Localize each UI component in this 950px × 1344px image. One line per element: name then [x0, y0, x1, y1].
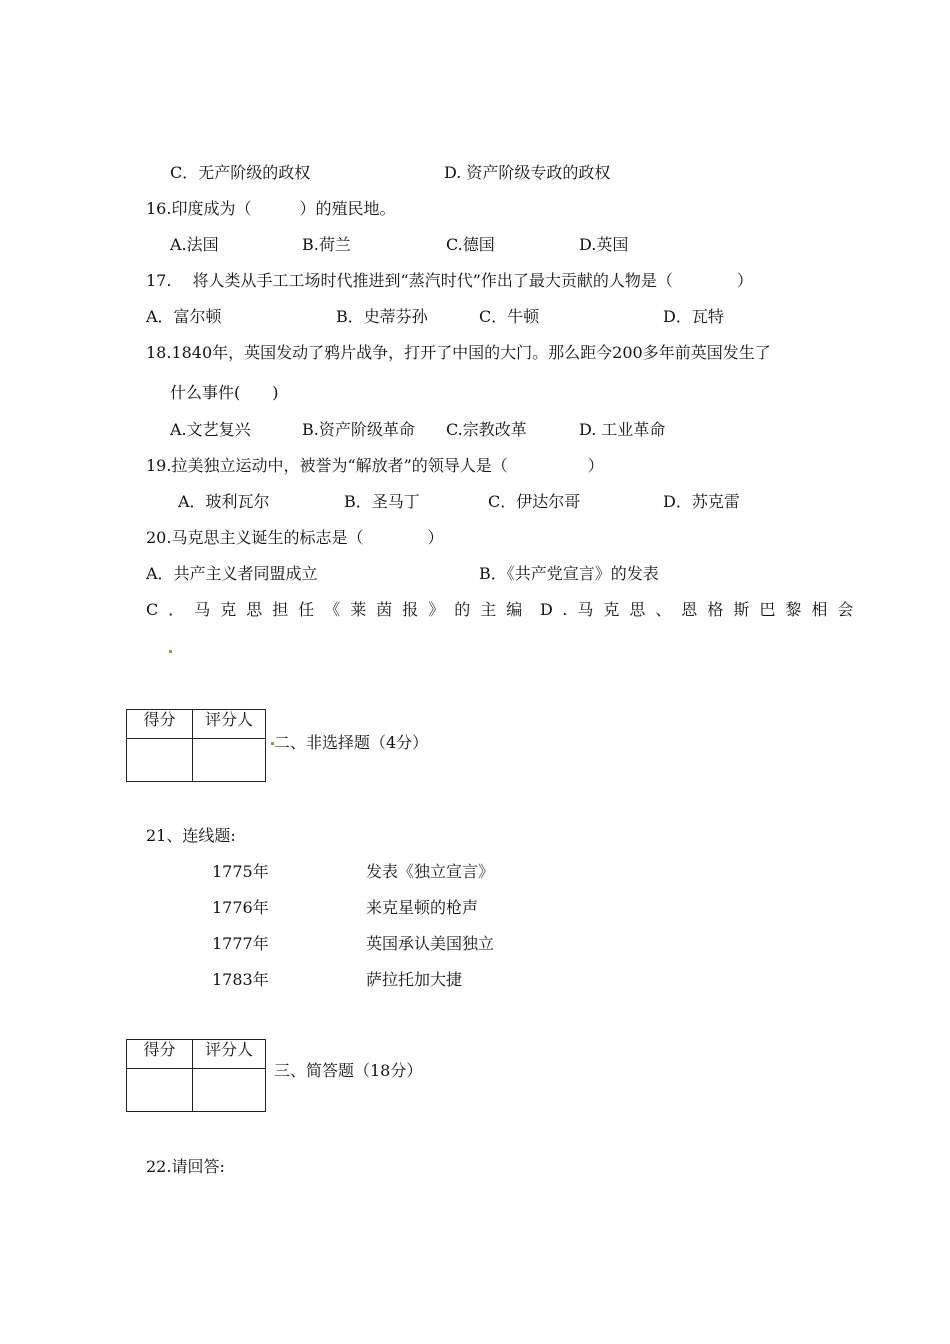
q21-event-3: 英国承认美国独立 [366, 934, 495, 953]
q17-option-a: A．富尔顿 [146, 307, 222, 326]
q21-year-2: 1776年 [212, 898, 269, 917]
q17-option-b: B．史蒂芬孙 [336, 307, 428, 326]
q21-event-2: 来克星顿的枪声 [366, 898, 479, 917]
section2-title: 二、非选择题（4分） [274, 733, 429, 752]
q18-option-d: D. 工业革命 [579, 420, 666, 439]
q20-stem: 20.马克思主义诞生的标志是（ ） [146, 528, 444, 547]
q21-year-1: 1775年 [212, 862, 269, 881]
q19-option-a: A．玻利瓦尔 [178, 492, 270, 511]
q15-option-c: C．无产阶级的政权 [170, 163, 311, 182]
q18-option-b: B.资产阶级革命 [302, 420, 415, 439]
q20-option-b: B．《共产党宣言》的发表 [479, 564, 659, 583]
section3-title: 三、简答题（18分） [274, 1061, 423, 1080]
score-box-section3 [126, 1039, 266, 1112]
q20-option-c: C．马克思担任《莱茵报》的主编 [146, 600, 533, 619]
grader-label: 评分人 [193, 1040, 266, 1069]
q17-option-d: D．瓦特 [663, 307, 724, 326]
q21-event-1: 发表《独立宣言》 [366, 862, 495, 881]
score-cell[interactable] [127, 739, 193, 782]
q18-stem-line2: 什么事件( ) [170, 383, 279, 402]
q19-stem: 19.拉美独立运动中，被誉为“解放者”的领导人是（ ） [146, 456, 604, 475]
q19-option-b: B．圣马丁 [344, 492, 420, 511]
score-box-section2 [126, 709, 266, 782]
stray-marker [169, 650, 172, 653]
q18-option-a: A.文艺复兴 [170, 420, 251, 439]
q18-stem-line1: 18.1840年，英国发动了鸦片战争，打开了中国的大门。那么距今200多年前英国发生了 [146, 343, 771, 362]
q16-option-c: C.德国 [446, 235, 495, 254]
q21-event-4: 萨拉托加大捷 [366, 970, 463, 989]
q21-year-3: 1777年 [212, 934, 269, 953]
grader-cell[interactable] [193, 1069, 266, 1112]
grader-label: 评分人 [193, 710, 266, 739]
score-cell[interactable] [127, 1069, 193, 1112]
q16-option-b: B.荷兰 [302, 235, 351, 254]
q18-option-c: C.宗教改革 [446, 420, 527, 439]
q21-stem: 21、连线题: [146, 826, 236, 845]
q19-option-c: C．伊达尔哥 [488, 492, 581, 511]
q17-stem: 17. 将人类从手工工场时代推进到“蒸汽时代”作出了最大贡献的人物是（ ） [146, 271, 753, 290]
score-label: 得分 [127, 710, 193, 739]
q16-option-a: A.法国 [170, 235, 219, 254]
q16-stem: 16.印度成为（ ）的殖民地。 [146, 199, 396, 218]
score-label: 得分 [127, 1040, 193, 1069]
q19-option-d: D．苏克雷 [663, 492, 740, 511]
q22-stem: 22.请回答: [146, 1157, 225, 1176]
q20-option-a: A．共产主义者同盟成立 [146, 564, 318, 583]
q17-option-c: C．牛顿 [479, 307, 540, 326]
grader-cell[interactable] [193, 739, 266, 782]
q15-option-d: D. 资产阶级专政的政权 [444, 163, 611, 182]
q20-option-d: D.马克思、恩格斯巴黎相会 [540, 600, 864, 619]
q16-option-d: D.英国 [579, 235, 629, 254]
q21-year-4: 1783年 [212, 970, 269, 989]
